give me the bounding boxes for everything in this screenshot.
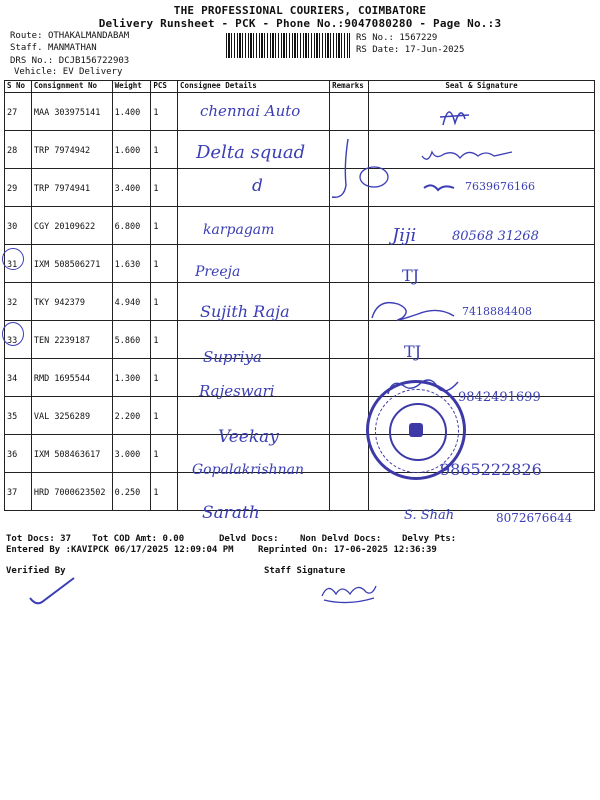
hw-name: Delta squad (196, 142, 306, 163)
verified-by-label: Verified By (6, 566, 66, 576)
hw-signature: S. Shah (404, 508, 455, 523)
cell-pcs: 1 (151, 131, 178, 169)
col-seal: Seal & Signature (369, 81, 595, 93)
cell-weight: 5.860 (112, 321, 151, 359)
cell-weight: 1.600 (112, 131, 151, 169)
vehicle-label: Vehicle: (14, 67, 58, 77)
reprinted-on: Reprinted On: 17-06-2025 12:36:39 (258, 545, 437, 555)
cell-sno: 34 (5, 359, 32, 397)
signature-scribble (368, 294, 458, 330)
cell-consignment: TEN 2239187 (31, 321, 112, 359)
drs-line (10, 56, 129, 66)
cell-sno: 30 (5, 207, 32, 245)
delvy-pts: Delvy Pts: (402, 534, 457, 544)
route-value: OTHAKALMANDABAM (47, 31, 130, 41)
cell-sno: 37 (5, 473, 32, 511)
tot-cod-amt: Tot COD Amt: 0.00 (92, 534, 185, 544)
cell-weight: 0.250 (112, 473, 151, 511)
cell-pcs: 1 (151, 321, 178, 359)
cell-seal (369, 93, 595, 131)
cell-sno: 33 (5, 321, 32, 359)
hw-phone: 9865222826 (440, 460, 542, 479)
cell-consignment: TKY 942379 (31, 283, 112, 321)
route-line (10, 31, 129, 41)
col-consignment: Consignment No (31, 81, 112, 93)
col-remarks: Remarks (330, 81, 369, 93)
table-header-row (5, 81, 595, 93)
rs-no-line (356, 33, 437, 43)
cell-remarks (330, 435, 369, 473)
table-row (5, 321, 595, 359)
staff-label: Staff. (10, 43, 43, 53)
cell-weight: 1.630 (112, 245, 151, 283)
col-consignee: Consignee Details (178, 81, 330, 93)
table-row (5, 245, 595, 283)
cell-pcs: 1 (151, 397, 178, 435)
cell-pcs: 1 (151, 207, 178, 245)
cell-pcs: 1 (151, 283, 178, 321)
col-sno: S No (5, 81, 32, 93)
rs-date-value: 17-Jun-2025 (404, 45, 465, 55)
cell-weight: 2.200 (112, 397, 151, 435)
hw-name: d (252, 176, 263, 196)
route-label: Route: (10, 31, 43, 41)
company-title: THE PROFESSIONAL COURIERS, COIMBATORE (173, 4, 427, 17)
cell-consignment: RMD 1695544 (31, 359, 112, 397)
staff-line (10, 43, 97, 53)
circle-mark (2, 248, 24, 270)
hw-name: Sujith Raja (200, 302, 290, 321)
cell-weight: 6.800 (112, 207, 151, 245)
cell-sno: 36 (5, 435, 32, 473)
bracket-mark (330, 135, 390, 205)
hw-phone: 80568 31268 (452, 229, 539, 244)
cell-sno: 29 (5, 169, 32, 207)
hw-phone: 7418884408 (462, 305, 532, 318)
tot-docs: Tot Docs: 37 (6, 534, 72, 544)
cell-weight: 3.400 (112, 169, 151, 207)
rs-date-line (356, 45, 464, 55)
non-delvd-docs: Non Delvd Docs: (300, 534, 382, 544)
barcode (226, 33, 350, 58)
cell-sno: 35 (5, 397, 32, 435)
vehicle-line (14, 67, 122, 77)
cell-remarks (330, 207, 369, 245)
cell-weight: 1.300 (112, 359, 151, 397)
cell-consignment: TRP 7974942 (31, 131, 112, 169)
cell-consignment: CGY 20109622 (31, 207, 112, 245)
cell-remarks (330, 359, 369, 397)
cell-consignment: MAA 303975141 (31, 93, 112, 131)
col-weight: Weight (112, 81, 151, 93)
delvd-docs: Delvd Docs: (219, 534, 279, 544)
cell-remarks (330, 473, 369, 511)
hw-signature: TJ (402, 266, 420, 285)
cell-sno: 28 (5, 131, 32, 169)
cell-consignment: VAL 3256289 (31, 397, 112, 435)
rs-no-value: 1567229 (399, 33, 438, 43)
cell-sno: 32 (5, 283, 32, 321)
cell-consignment: HRD 7000623502 (31, 473, 112, 511)
cell-remarks (330, 93, 369, 131)
cell-sno: 27 (5, 93, 32, 131)
drs-value: DCJB156722903 (58, 56, 130, 66)
cell-consignment: IXM 508506271 (31, 245, 112, 283)
hw-name: Veekay (218, 427, 279, 447)
rs-date-label: RS Date: (356, 45, 400, 55)
cell-remarks (330, 321, 369, 359)
hw-name: karpagam (203, 222, 275, 238)
hw-name: Preeja (195, 264, 241, 280)
col-pcs: PCS (151, 81, 178, 93)
cell-weight: 3.000 (112, 435, 151, 473)
signature-scribble (420, 140, 520, 170)
cell-pcs: 1 (151, 435, 178, 473)
cell-weight: 4.940 (112, 283, 151, 321)
cell-pcs: 1 (151, 245, 178, 283)
staff-signature-label: Staff Signature (264, 566, 346, 576)
cell-weight: 1.400 (112, 93, 151, 131)
cell-pcs: 1 (151, 359, 178, 397)
rs-no-label: RS No.: (356, 33, 394, 43)
hw-name: Supriya (203, 348, 262, 366)
entered-by: Entered By :KAVIPCK 06/17/2025 12:09:04 PM (6, 545, 234, 555)
hw-name: chennai Auto (200, 102, 301, 120)
hw-signature: TJ (404, 342, 422, 361)
staff-signature-scribble (318, 576, 378, 608)
hw-phone: 8072676644 (496, 511, 573, 525)
cell-pcs: 1 (151, 169, 178, 207)
vehicle-value: EV Delivery (62, 67, 123, 77)
cell-consignment: TRP 7974941 (31, 169, 112, 207)
hw-name: Rajeswari (199, 382, 275, 400)
cell-pcs: 1 (151, 473, 178, 511)
verified-tick (28, 576, 78, 608)
hw-name: Sarath (202, 503, 260, 523)
hw-signature: Jiji (392, 225, 417, 246)
cell-remarks (330, 283, 369, 321)
cell-sno: 31 (5, 245, 32, 283)
cell-remarks (330, 397, 369, 435)
company-stamp (366, 380, 466, 480)
cell-consignment: IXM 508463617 (31, 435, 112, 473)
signature-scribble (435, 95, 475, 135)
hw-phone: 9842491699 (458, 390, 541, 405)
circle-mark (2, 322, 24, 346)
drs-label: DRS No.: (10, 56, 54, 66)
runsheet-subtitle: Delivery Runsheet - PCK - Phone No.:9047080280 - Page No.:3 (98, 17, 502, 30)
hw-name: Gopalakrishnan (192, 462, 304, 478)
signature-scribble (420, 180, 460, 196)
cell-remarks (330, 245, 369, 283)
hw-phone: 7639676166 (465, 180, 535, 193)
cell-pcs: 1 (151, 93, 178, 131)
stamp-core (409, 423, 423, 437)
staff-value: MANMATHAN (47, 43, 97, 53)
